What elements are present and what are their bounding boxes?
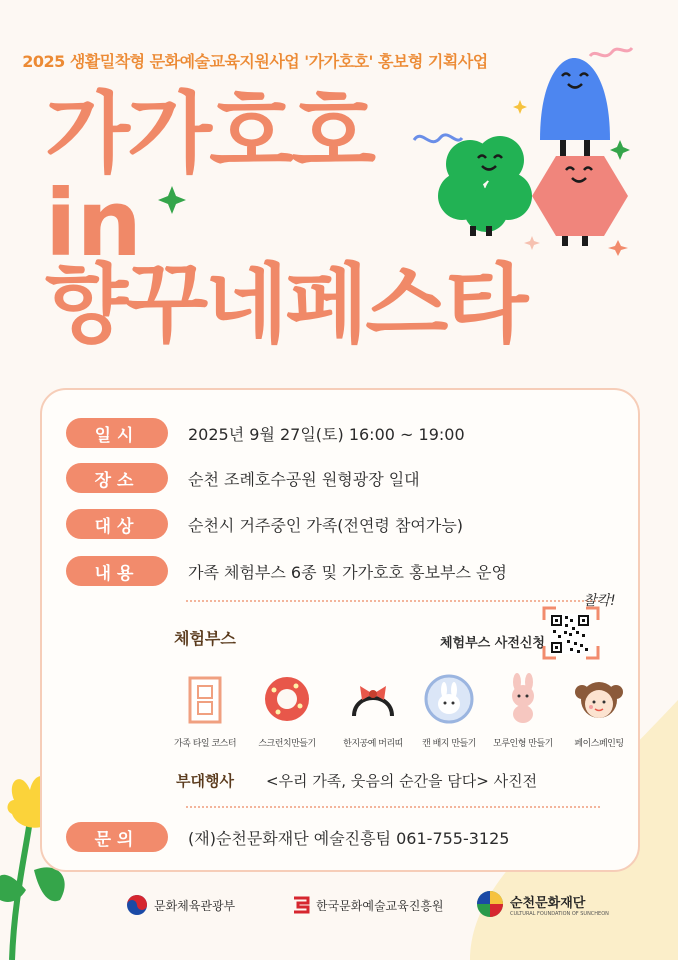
flower-leaf-2 (34, 867, 65, 901)
booth-item-tile-coaster (166, 672, 244, 749)
event-title-line-3: 향꾸네페스타 (45, 255, 526, 355)
booth-item-can-badge (410, 672, 488, 749)
booth-item-face-painting (560, 672, 638, 749)
green-character (438, 136, 532, 236)
scfc-name: 순천문화재단 (510, 895, 586, 911)
content-label-pill: 내용 (66, 556, 168, 586)
face-painting-icon (572, 672, 626, 726)
can-badge-icon (422, 672, 476, 726)
date-label-pill: 일시 (66, 418, 168, 448)
blue-character (540, 58, 610, 156)
footer-logo-scfc (476, 890, 609, 918)
taegeuk-logo-icon (126, 894, 148, 916)
qr-code-icon[interactable] (550, 614, 590, 654)
booth-section-title: 체험부스 (174, 629, 236, 648)
contact-label-pill: 문의 (66, 822, 168, 852)
tile-coaster-icon (178, 672, 232, 726)
booth-label: 스크런치만들기 (258, 739, 316, 749)
place-value: 순천 조례호수공원 원형광장 일대 (188, 469, 420, 489)
booth-label: 페이스페인팅 (574, 739, 624, 749)
orange-sparkle (608, 240, 628, 256)
target-label-pill: 대상 (66, 509, 168, 539)
booth-label: 가족 타일 코스터 (173, 739, 237, 749)
headband-icon (346, 672, 400, 726)
info-row-target (66, 509, 463, 539)
booth-item-scrunchie (248, 672, 326, 749)
sunchen-foundation-logo-icon (476, 890, 504, 918)
event-subtitle: 2025 생활밀착형 문화예술교육지원사업 '가가호호' 홍보형 기획사업 (22, 52, 488, 71)
qr-label: 체험부스 사전신청 (440, 636, 545, 651)
divider-top (186, 600, 600, 602)
scrunchie-icon (260, 672, 314, 726)
info-row-date (66, 418, 465, 448)
pink-sparkle (524, 236, 540, 250)
info-row-place (66, 463, 420, 493)
booth-item-pipe-cleaner-doll (484, 672, 562, 749)
pink-squiggle (590, 48, 632, 56)
side-event-value: <우리 가족, 웃음의 순간을 담다> 사진전 (266, 772, 538, 790)
blue-squiggle (414, 135, 462, 142)
footer-logo-arte (290, 894, 444, 916)
content-value: 가족 체험부스 6종 및 가가호호 홍보부스 운영 (188, 562, 507, 582)
arte-logo-icon (290, 894, 312, 916)
info-row-content (66, 556, 507, 586)
click-label: 찰칵! (583, 593, 616, 609)
target-value: 순천시 거주중인 가족(전연령 참여가능) (188, 515, 464, 535)
divider-bottom (186, 806, 600, 808)
event-title-line-1: 가가호호 (45, 82, 374, 185)
pink-character (532, 156, 628, 246)
footer-logo-mcst (126, 894, 235, 916)
yellow-sparkle (513, 100, 527, 114)
scfc-sub: CULTURAL FOUNDATION OF SUNCHEON (510, 910, 609, 917)
place-label-pill: 장소 (66, 463, 168, 493)
booth-item-headband (334, 672, 412, 749)
green-sparkle-2 (610, 140, 630, 160)
date-value: 2025년 9월 27일(토) 16:00 ~ 19:00 (188, 424, 465, 444)
arte-name: 한국문화예술교육진흥원 (316, 898, 444, 913)
booth-label: 모루인형 만들기 (493, 739, 553, 749)
pipe-cleaner-doll-icon (496, 672, 550, 726)
info-row-contact (66, 822, 509, 852)
event-title-line-2: in (45, 170, 143, 277)
booth-label: 캔 배지 만들기 (422, 739, 476, 749)
side-event-title: 부대행사 (176, 772, 234, 790)
green-sparkle (158, 186, 186, 214)
mcst-name: 문화체육관광부 (154, 898, 236, 913)
booth-label: 한지공예 머리띠 (343, 739, 403, 749)
contact-value: (재)순천문화재단 예술진흥팀 061-755-3125 (188, 828, 510, 848)
